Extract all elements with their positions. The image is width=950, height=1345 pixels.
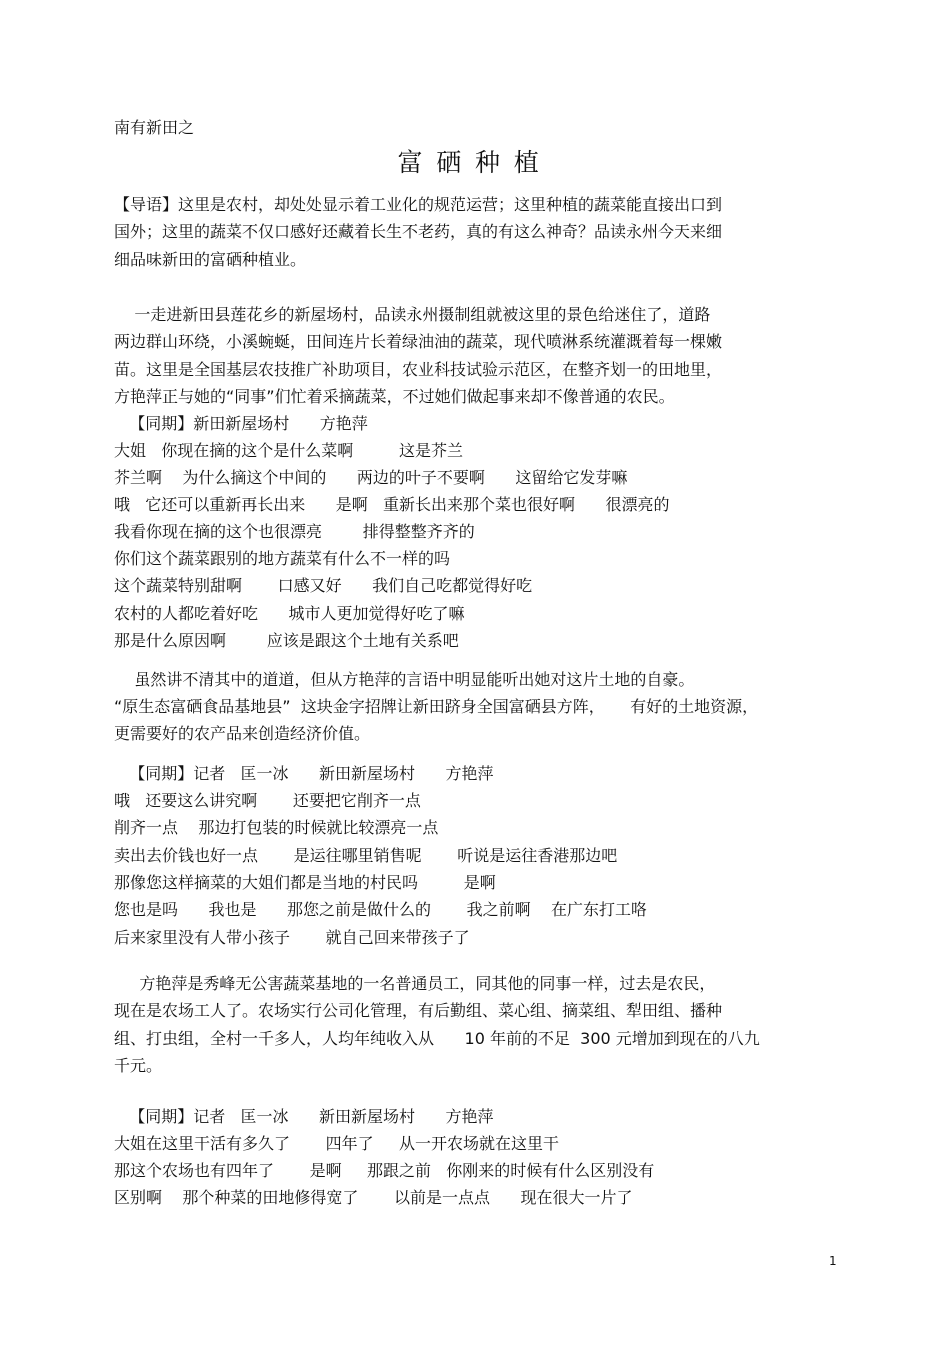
text-line: 方艳萍是秀峰无公害蔬菜基地的一名普通员工，同其他的同事一样，过去是农民， (114, 974, 716, 993)
text-line: 【导语】这里是农村，却处处显示着工业化的规范运营；这里种植的蔬菜能直接出口到 (114, 195, 723, 214)
text-line: 组、打虫组，全村一千多人，人均年纯收入从 10 年前的不足 300 元增加到现在的八九 (114, 1029, 760, 1048)
text-line: 你们这个蔬菜跟别的地方蔬菜有什么不一样的吗 (114, 549, 451, 568)
text-line: 更需要好的农产品来创造经济价值。 (114, 724, 371, 743)
text-line: 我看你现在摘的这个也很漂亮 排得整整齐齐的 (114, 522, 475, 541)
text-line: 【同期】新田新屋场村 方艳萍 (114, 414, 368, 433)
text-line: 方艳萍正与她的“同事”们忙着采摘蔬菜，不过她们做起事来却不像普通的农民。 (114, 387, 675, 406)
text-line: 这个蔬菜特别甜啊 口感又好 我们自己吃都觉得好吃 (114, 576, 533, 595)
text-line: 大姐 你现在摘的这个是什么菜啊 这是芥兰 (114, 441, 464, 460)
text-line: 大姐在这里干活有多久了 四年了 从一开农场就在这里干 (114, 1134, 560, 1153)
text-line: 千元。 (114, 1056, 163, 1075)
text-line: 一走进新田县莲花乡的新屋场村，品读永州摄制组就被这里的景色给迷住了，道路 (114, 305, 711, 324)
text-line: 芥兰啊 为什么摘这个中间的 两边的叶子不要啊 这留给它发芽嘛 (114, 468, 628, 487)
text-line: 【同期】记者 匡一冰 新田新屋场村 方艳萍 (114, 764, 494, 783)
text-line: “原生态富硒食品基地县” 这块金字招牌让新田跻身全国富硒县方阵， 有好的土地资源， (114, 697, 759, 716)
text-line: 那像您这样摘菜的大姐们都是当地的村民吗 是啊 (114, 873, 496, 892)
text-line: 您也是吗 我也是 那您之前是做什么的 我之前啊 在广东打工咯 (114, 900, 647, 919)
text-line: 国外；这里的蔬菜不仅口感好还藏着长生不老药，真的有这么神奇？品读永州今天来细 (114, 222, 723, 241)
text-line: 那是什么原因啊 应该是跟这个土地有关系吧 (114, 631, 459, 650)
page-number: 1 (829, 1254, 837, 1268)
text-line: 哦 还要这么讲究啊 还要把它削齐一点 (114, 791, 421, 810)
text-line: 【同期】记者 匡一冰 新田新屋场村 方艳萍 (114, 1107, 494, 1126)
text-line: 现在是农场工人了。农场实行公司化管理，有后勤组、菜心组、摘菜组、犁田组、播种 (114, 1001, 723, 1020)
page-title: 富硒种植 (397, 148, 553, 177)
text-line: 后来家里没有人带小孩子 就自己回来带孩子了 (114, 928, 470, 947)
text-line: 农村的人都吃着好吃 城市人更加觉得好吃了嘛 (114, 604, 465, 623)
text-line: 苗。这里是全国基层农技推广补助项目，农业科技试验示范区，在整齐划一的田地里， (114, 360, 723, 379)
text-line: 哦 它还可以重新再长出来 是啊 重新长出来那个菜也很好啊 很漂亮的 (114, 495, 670, 514)
text-line: 虽然讲不清其中的道道，但从方艳萍的言语中明显能听出她对这片土地的自豪。 (114, 670, 695, 689)
text-line: 区别啊 那个种菜的田地修得宽了 以前是一点点 现在很大一片了 (114, 1188, 633, 1207)
text-line: 削齐一点 那边打包装的时候就比较漂亮一点 (114, 818, 439, 837)
text-line: 两边群山环绕，小溪蜿蜒，田间连片长着绿油油的蔬菜，现代喷淋系统灌溉着每一棵嫩 (114, 332, 723, 351)
text-line: 卖出去价钱也好一点 是运往哪里销售呢 听说是运往香港那边吧 (114, 846, 618, 865)
text-line: 细品味新田的富硒种植业。 (114, 250, 307, 269)
series-heading: 南有新田之 (114, 118, 195, 137)
text-line: 那这个农场也有四年了 是啊 那跟之前 你刚来的时候有什么区别没有 (114, 1161, 655, 1180)
